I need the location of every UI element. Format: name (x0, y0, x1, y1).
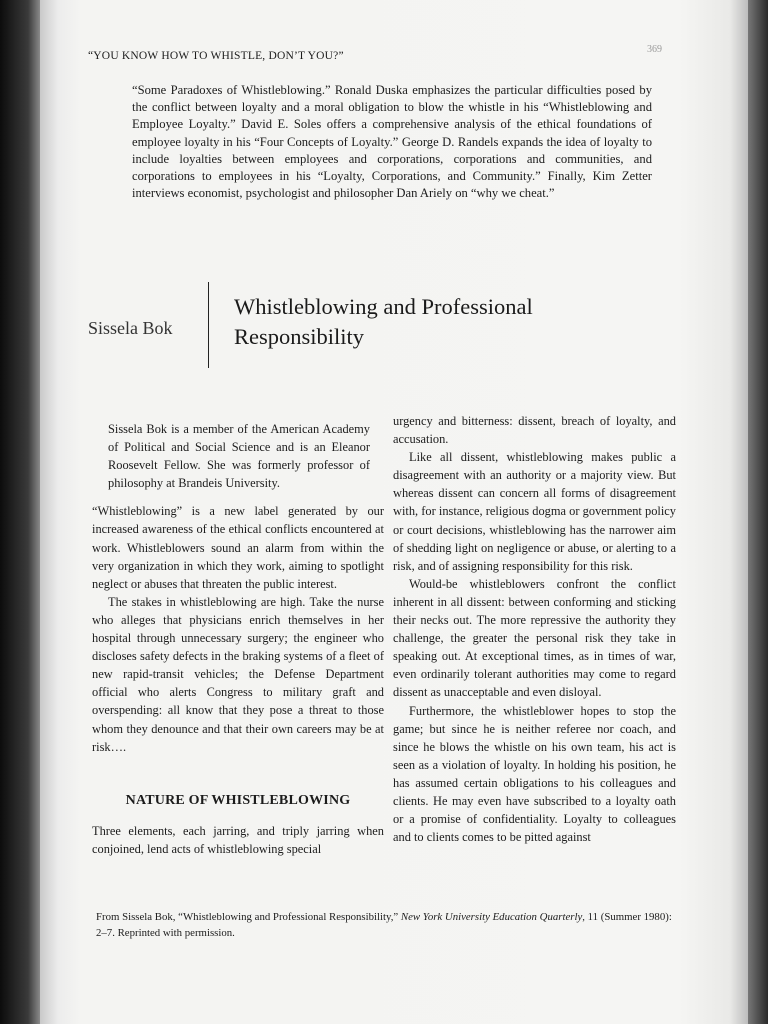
body-paragraph-2: The stakes in whistleblowing are high. Take the nurse who alleges that physicians enrich themselves in her hospital through unnecessary surgery; the engineer who discloses safety defects in the braking systems of a fleet of new rapid-transit vehicles; the Defense Department official who alerts Congress to military graft and overspending: all know that they pose a threat to those whom they denounce and that their own careers may be at risk…. (92, 594, 384, 754)
source-note (96, 910, 681, 941)
page-edge-shadow (748, 0, 768, 1024)
running-head: “YOU KNOW HOW TO WHISTLE, DON’T YOU?” (88, 50, 344, 62)
left-column (92, 420, 384, 858)
author-bio: Sissela Bok is a member of the American Academy of Political and Social Science and is an Eleanor Roosevelt Fellow. She was formerly professor of philosophy at Brandeis University. (108, 422, 370, 491)
source-note-suffix: , 11 (Summer 1980): 2–7. Reprinted with permission. (96, 911, 672, 939)
title-divider (208, 282, 209, 368)
body-paragraph-continued: urgency and bitterness: dissent, breach of loyalty, and accusation. (393, 414, 676, 447)
source-note-journal: New York University Education Quarterly (400, 911, 583, 923)
intro-paragraph: “Some Paradoxes of Whistleblowing.” Ronald Duska emphasizes the particular difficulties posed by the conflict between loyalty and a moral obligation to blow the whistle in his “Whistleblowing and Employee Loyalty.” David E. Soles offers a comprehensive analysis of the ethical foundations of employee loyalty in his “Four Concepts of Loyalty.” George D. Randels expands the idea of loyalty to include loyalties between employees and corporations, corporations and communities, and corporations to employees in his “Loyalty, Corporations, and Community.” Finally, Kim Zetter interviews economist, psychologist and philosopher Dan Ariely on “why we cheat.” (132, 83, 652, 201)
article-author: Sissela Bok (88, 318, 173, 338)
body-paragraph-6: Furthermore, the whistleblower hopes to stop the game; but since he is neither referee nor coach, and since he blows the whistle on his own team, his act is seen as a violation of loyalty. In holding his position, he has assumed certain obligations to his colleagues and clients. He may even have subscribed to a loyalty oath or a promise of confidentiality. Loyalty to colleagues and to clients comes to be pitted against (393, 703, 676, 845)
body-paragraph-1: “Whistleblowing” is a new label generated by our increased awareness of the ethical conflicts encountered at work. Whistleblowers sound an alarm from within the very organization in which they work, aiming to spotlight neglect or abuses that threaten the public interest. (92, 504, 384, 591)
right-column (393, 412, 676, 846)
body-paragraph-5: Would-be whistleblowers confront the conflict inherent in all dissent: between conforming and sticking their necks out. The more repressive the authority they challenge, the greater the personal risk they take in speaking out. At exceptional times, as in times of war, even ordinarily tolerant authorities may come to regard dissent as unacceptable and even disloyal. (393, 576, 676, 700)
body-paragraph-3: Three elements, each jarring, and triply jarring when conjoined, lend acts of whistleblowing special (92, 823, 384, 856)
article-title: Whistleblowing and Professional Responsibility (234, 294, 533, 349)
section-heading: NATURE OF WHISTLEBLOWING (125, 792, 351, 808)
book-spine-shadow (0, 0, 40, 1024)
page-number: 369 (647, 44, 662, 55)
body-paragraph-4: Like all dissent, whistleblowing makes public a disagreement with an authority or a majority view. But whereas dissent can concern all forms of disagreement with, for instance, religious dogma or government policy or court decisions, whistleblowing has the narrower aim of shedding light on negligence or abuse, or alerting to a risk, and of assigning responsibility for this risk. (393, 450, 676, 573)
source-note-prefix: From Sissela Bok, “Whistleblowing and Professional Responsibility,” (96, 911, 399, 923)
